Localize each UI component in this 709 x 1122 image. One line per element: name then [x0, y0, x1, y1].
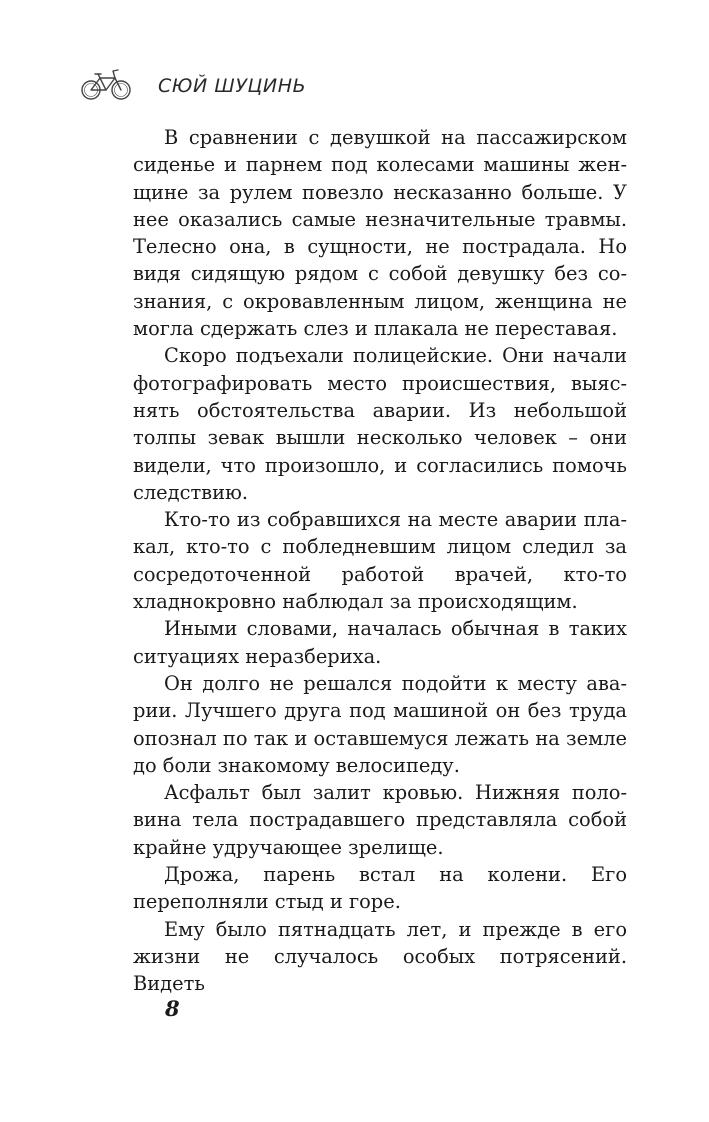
author-name: СЮЙ ШУЦИНЬ — [158, 75, 307, 97]
paragraph: Дрожа, парень встал на колени. Его переполняли стыд и горе. — [133, 863, 627, 914]
body-text — [133, 124, 627, 998]
running-head — [80, 64, 306, 104]
paragraph: Ему было пятнадцать лет, и прежде в его жизни не случалось особых потрясений. Видеть — [133, 917, 627, 996]
paragraph: Кто-то из собравшихся на месте аварии плакал, кто-то с побледневшим лицом следил за сосредоточенной работой врачей, кто-то хладнокровно наблюдал за происходящим. — [133, 508, 627, 614]
paragraph: Иными словами, началась обычная в таких ситуациях неразбериха. — [133, 617, 627, 668]
page-number: 8 — [165, 996, 180, 1021]
paragraph: Асфальт был залит кровью. Нижняя половина тела пострадавшего представляла собой крайне удручающее зрелище. — [133, 781, 627, 859]
paragraph: Скоро подъехали полицейские. Они начали фотографировать место происшествия, выяснять обстоятельства аварии. Из небольшой толпы зевак вышли несколько человек – они видели, что произошло, и согласились помочь следствию. — [133, 344, 627, 504]
paragraph: В сравнении с девушкой на пассажирском сиденье и парнем под колесами машины женщине за рулем повезло несказанно больше. У нее оказались самые незначительные травмы. Телесно она, в сущности, не пострадала. Но видя сидящую рядом с собой девушку без сознания, с окровавленным лицом, женщина не могла сдержать слез и плакала не переставая. — [133, 126, 627, 341]
bicycle-icon — [80, 66, 132, 102]
paragraph: Он долго не решался подойти к месту аварии. Лучшего друга под машиной он без труда опознал по так и оставшемуся лежать на земле до боли знакомому велосипеду. — [133, 671, 627, 777]
